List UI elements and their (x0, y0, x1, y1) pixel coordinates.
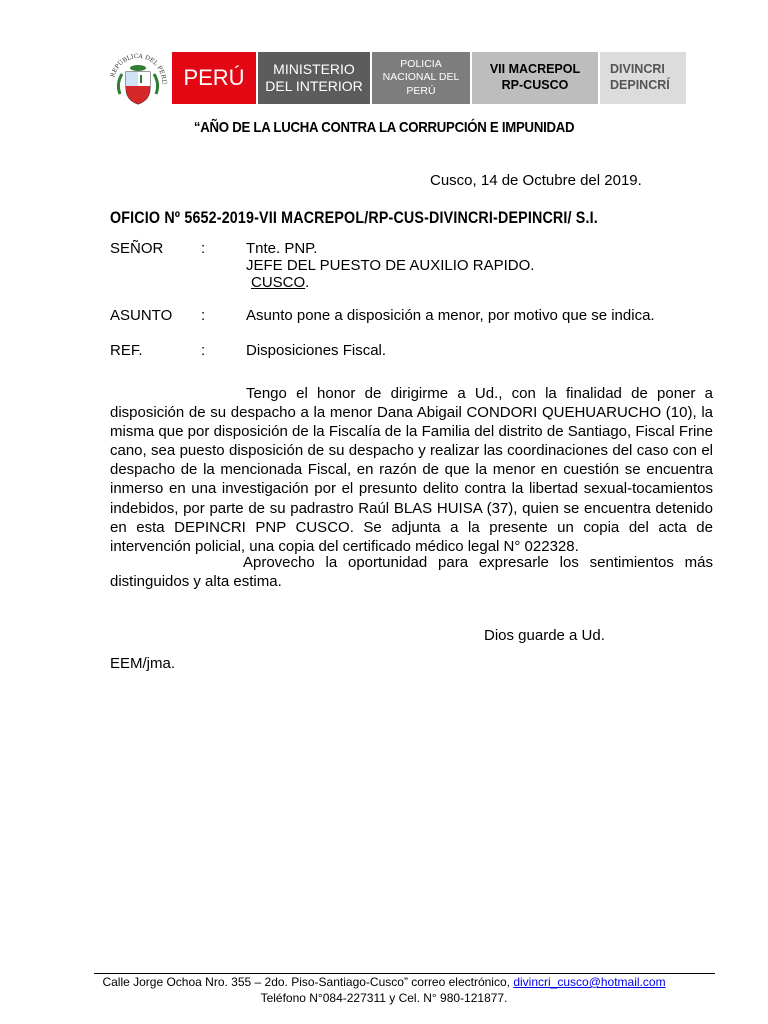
asunto-value: Asunto pone a disposición a menor, por motivo que se indica. (246, 307, 655, 324)
recipient-colon: : (201, 240, 206, 257)
divincri-line1: DIVINCRI (610, 62, 665, 77)
policia-line3: PERÚ (406, 84, 436, 97)
ministerio-banner (258, 52, 370, 104)
document-date: Cusco, 14 de Octubre del 2019. (430, 172, 642, 189)
year-motto-text: “AÑO DE LA LUCHA CONTRA LA CORRUPCIÓN E IMPUNIDAD (193, 119, 575, 136)
divincri-line2: DEPINCRÍ (610, 78, 670, 92)
ministerio-line1: MINISTERIO (273, 60, 355, 77)
ref-label: REF. (110, 342, 143, 359)
policia-banner (372, 52, 470, 104)
recipient-line2: JEFE DEL PUESTO DE AUXILIO RAPIDO. (246, 257, 535, 274)
year-motto (0, 119, 768, 136)
peru-banner (172, 52, 256, 104)
peru-coat-of-arms-seal (104, 48, 172, 108)
footer-email-link[interactable]: divincri_cusco@hotmail.com (513, 975, 666, 989)
body-paragraph-2: Aprovecho la oportunidad para expresarle los sentimientos más distinguidos y alta estima. (110, 554, 713, 591)
closing-salutation: Dios guarde a Ud. (484, 627, 605, 644)
recipient-line3 (251, 274, 309, 291)
policia-line2: NACIONAL DEL (382, 71, 460, 84)
macrepol-line2: RP-CUSCO (501, 78, 569, 92)
recipient-line1: Tnte. PNP. (246, 240, 318, 257)
asunto-colon: : (201, 307, 206, 324)
recipient-city-suffix: . (305, 274, 310, 291)
asunto-label: ASUNTO (110, 307, 173, 324)
footer-divider (94, 973, 715, 974)
peru-label: PERÚ (183, 65, 245, 91)
divincri-banner (600, 52, 686, 104)
footer-address-text: Calle Jorge Ochoa Nro. 355 – 2do. Piso-Santiago-Cusco” correo electrónico, (102, 975, 510, 989)
author-initials: EEM/jma. (110, 655, 176, 672)
recipient-city: CUSCO (251, 274, 306, 291)
ref-value: Disposiciones Fiscal. (246, 342, 387, 359)
macrepol-banner (472, 52, 598, 104)
macrepol-line1: VII MACREPOL (489, 62, 581, 77)
footer-phone: Teléfono N°084-227311 y Cel. N° 980-121877. (260, 991, 508, 1005)
oficio-title-text: OFICIO Nº 5652-2019-VII MACREPOL/RP-CUS-DIVINCRI-DEPINCRI/ S.I. (110, 208, 598, 227)
recipient-label: SEÑOR (110, 240, 164, 257)
oficio-title (110, 208, 691, 228)
seal-text: REPÚBLICA DEL PERÚ (109, 52, 168, 85)
ref-colon: : (201, 342, 206, 359)
footer-address (0, 975, 768, 989)
body-paragraph-1: Tengo el honor de dirigirme a Ud., con la finalidad de poner a disposición de su despacho a la menor Dana Abigail CONDORI QUEHUARUCHO (10), la misma que por disposición de la Fiscalía de la Familia del distrito de Santiago, Fiscal Frine cano, sea puesto disposición de su despacho y realizar las coordinaciones del caso con el despacho de la mencionada Fiscal, en razón de que la menor en cuestión se encuentra inmerso en una investigación por el presunto delito contra la libertad sexual-tocamientos indebidos, por parte de su padrastro Raúl BLAS HUISA (37), quien se encuentra detenido en esta DEPINCRI PNP CUSCO. Se adjunta a la presente un copia del acta de intervención policial, una copia del certificado médico legal N° 022328. (110, 385, 713, 555)
policia-line1: POLICIA (400, 58, 442, 71)
ministerio-line2: DEL INTERIOR (265, 78, 363, 94)
